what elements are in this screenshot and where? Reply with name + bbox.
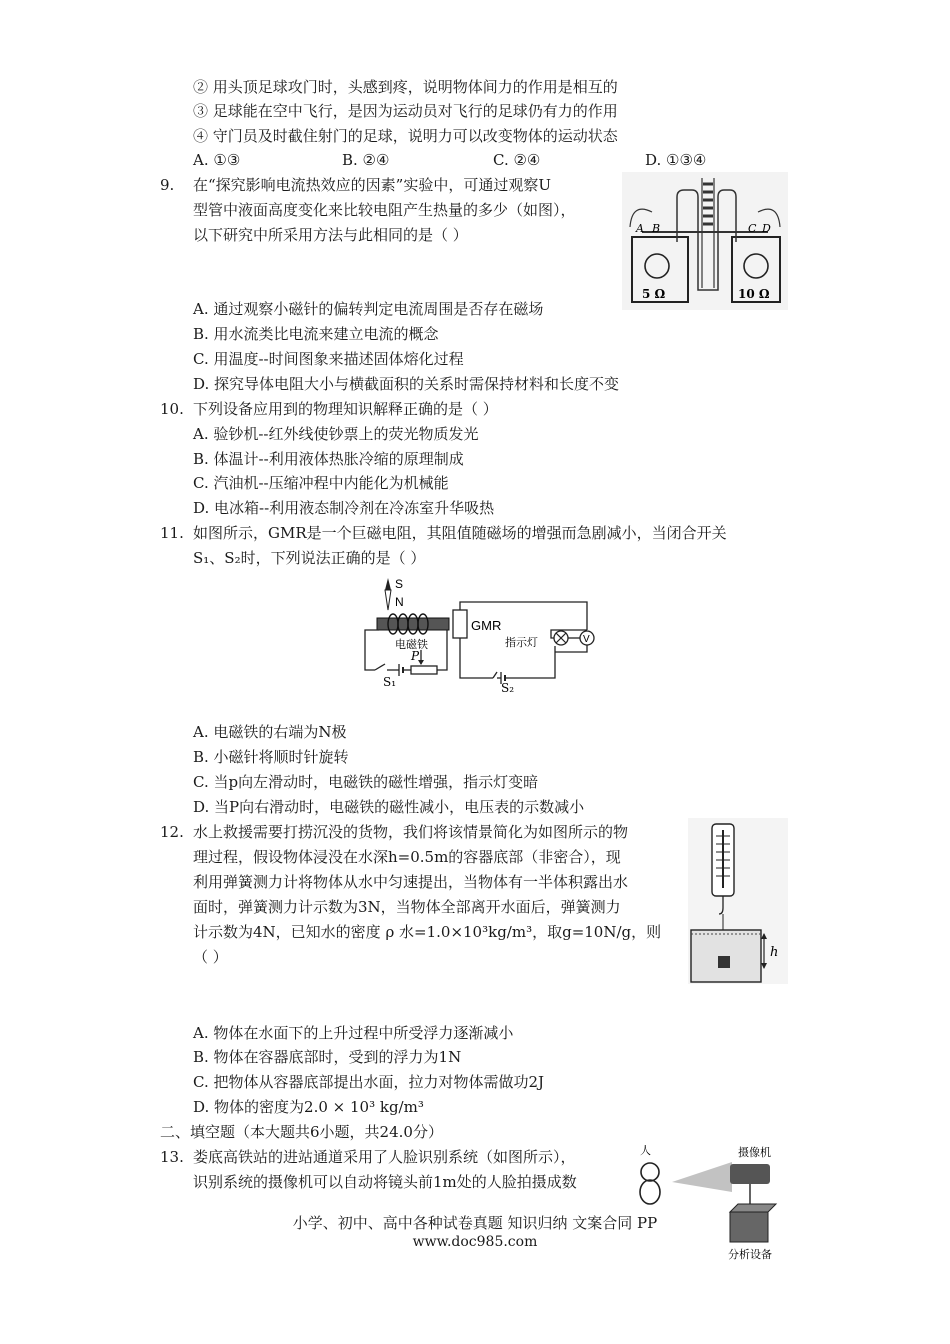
q10-stem: 下列设备应用到的物理知识解释正确的是（ ） [193,400,498,418]
q9-label-a: A [636,222,644,235]
q12-spring-scale-figure [688,818,788,984]
q11-lamp-label: 指示灯 [505,636,538,649]
q11-switch-s1: S₁ [383,675,397,689]
q9-label-b: B [652,222,661,235]
q12-label-h: h [770,945,779,960]
q9-label-d: D [762,222,771,235]
q9-number: 9. [160,176,175,194]
q12-stem-line3: 利用弹簧测力计将物体从水中匀速提出，当物体有一半体积露出水 [193,873,629,891]
footer-line-1: 小学、初中、高中各种试卷真题 知识归纳 文案合同 PP [292,1214,658,1232]
q11-needle-s: S [395,577,404,591]
q11-option-b: B. 小磁针将顺时针旋转 [193,748,349,766]
q11-stem-line2: S₁、S₂时，下列说法正确的是（ ） [193,549,426,567]
q13-camera-label: 摄像机 [738,1146,771,1159]
q12-stem-line2: 理过程，假设物体浸没在水深h=0.5m的容器底部（非密合），现 [193,848,621,866]
q9-option-c: C. 用温度--时间图象来描述固体熔化过程 [193,350,464,368]
q10-number: 10. [160,400,184,418]
footer-website[interactable]: www.doc985.com [412,1234,538,1250]
q12-stem-line4: 面时，弹簧测力计示数为3N，当物体全部离开水面后，弹簧测力 [193,898,621,916]
q11-switch-s2: S₂ [501,681,515,695]
q8-option-a: A. ①③ [193,151,241,169]
q13-person-label: 人 [640,1144,651,1157]
q11-needle-n: N [395,595,404,609]
q9-resistor-10: 10 Ω [738,287,770,301]
q12-option-b: B. 物体在容器底部时，受到的浮力为1N [193,1048,462,1066]
q10-option-c: C. 汽油机--压缩冲程中内能化为机械能 [193,474,449,492]
q11-electromagnet-label: 电磁铁 [395,638,428,651]
q11-option-a: A. 电磁铁的右端为N极 [193,723,347,741]
q12-option-d: D. 物体的密度为2.0 × 10³ kg/m³ [193,1098,424,1116]
q8-option-b: B. ②④ [342,151,390,169]
q9-option-d: D. 探究导体电阻大小与横截面积的关系时需保持材料和长度不变 [193,375,620,393]
q8-statement-2: ② 用头顶足球攻门时，头感到疼，说明物体间力的作用是相互的 [193,78,618,96]
q9-stem-line1: 在“探究影响电流热效应的因素”实验中，可通过观察U [193,176,551,194]
q9-option-a: A. 通过观察小磁针的偏转判定电流周围是否存在磁场 [193,300,544,318]
q12-number: 12. [160,823,184,841]
q10-option-d: D. 电冰箱--利用液态制冷剂在冷冻室升华吸热 [193,499,495,517]
q8-option-c: C. ②④ [493,151,541,169]
q11-slider-p: P [411,649,420,663]
q9-option-b: B. 用水流类比电流来建立电流的概念 [193,325,439,343]
q11-option-d: D. 当P向右滑动时，电磁铁的磁性减小，电压表的示数减小 [193,798,585,816]
q13-stem-line2: 识别系统的摄像机可以自动将镜头前1m处的人脸拍摄成数 [193,1173,577,1191]
q13-number: 13. [160,1148,184,1166]
q11-gmr-label: GMR [471,618,502,633]
q11-voltmeter-label: V [583,634,590,645]
q12-stem-line1: 水上救援需要打捞沉没的货物，我们将该情景简化为如图所示的物 [193,823,629,841]
q9-resistor-5: 5 Ω [642,287,666,301]
q11-circuit-figure [355,574,600,696]
q8-option-d: D. ①③④ [645,151,707,169]
q9-circuit-figure [622,172,788,310]
q13-device-label: 分析设备 [728,1248,772,1261]
q12-option-a: A. 物体在水面下的上升过程中所受浮力逐渐减小 [193,1024,514,1042]
q11-number: 11. [160,524,184,542]
q9-label-c: C [748,222,757,235]
q8-statement-3: ③ 足球能在空中飞行，是因为运动员对飞行的足球仍有力的作用 [193,102,618,120]
q13-stem-line1: 娄底高铁站的进站通道采用了人脸识别系统（如图所示）， [193,1148,576,1166]
q11-stem-line1: 如图所示，GMR是一个巨磁电阻，其阻值随磁场的增强而急剧减小，当闭合开关 [193,524,727,542]
q12-option-c: C. 把物体从容器底部提出水面，拉力对物体需做功2J [193,1073,545,1091]
q8-statement-4: ④ 守门员及时截住射门的足球，说明力可以改变物体的运动状态 [193,127,618,145]
q12-stem-line6: （ ） [193,948,228,966]
q10-option-b: B. 体温计--利用液体热胀冷缩的原理制成 [193,450,464,468]
q9-stem-line2: 型管中液面高度变化来比较电阻产生热量的多少（如图）， [193,201,576,219]
q10-option-a: A. 验钞机--红外线使钞票上的荧光物质发光 [193,425,479,443]
q9-stem-line3: 以下研究中所采用方法与此相同的是（ ） [193,226,468,244]
q11-option-c: C. 当p向左滑动时，电磁铁的磁性增强，指示灯变暗 [193,773,539,791]
q12-stem-line5: 计示数为4N，已知水的密度 ρ 水=1.0×10³kg/m³，取g=10N/g，则 [193,923,662,941]
section-2-heading: 二、填空题（本大题共6小题，共24.0分） [160,1123,443,1141]
